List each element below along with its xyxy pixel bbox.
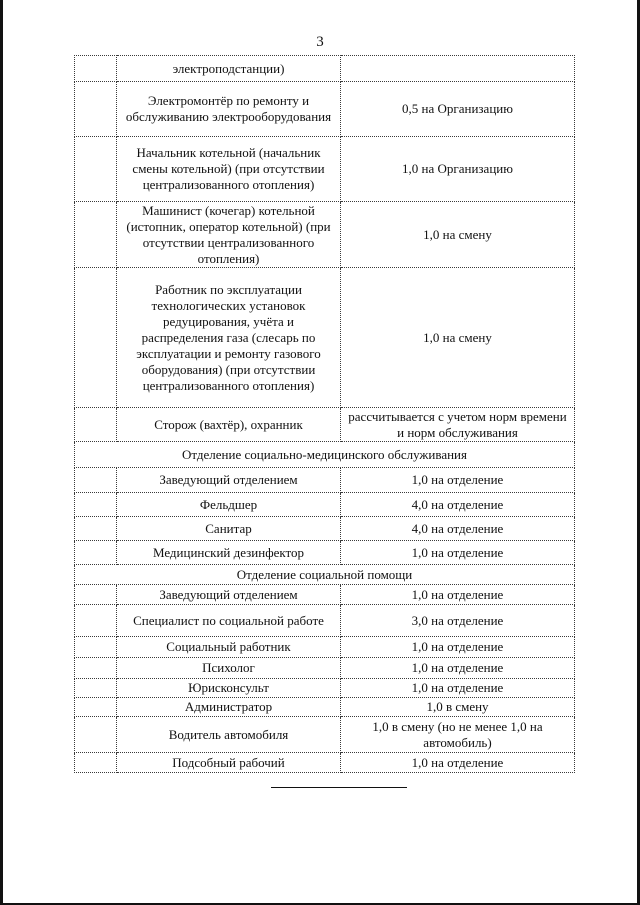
- norm-cell: 1,0 в смену: [341, 698, 575, 717]
- row-number-cell: [75, 541, 117, 565]
- row-number-cell: [75, 698, 117, 717]
- norm-cell: 3,0 на отделение: [341, 605, 575, 637]
- row-number-cell: [75, 202, 117, 268]
- row-number-cell: [75, 468, 117, 493]
- norm-cell: 4,0 на отделение: [341, 493, 575, 517]
- table-row: [75, 637, 575, 658]
- end-of-table-rule: [271, 787, 407, 788]
- table-row: [75, 408, 575, 442]
- norm-cell: рассчитывается с учетом норм времени и норм обслуживания: [341, 408, 575, 442]
- table-row: [75, 541, 575, 565]
- table-body: [75, 56, 575, 773]
- position-cell: электроподстанции): [117, 56, 341, 82]
- position-cell: Машинист (кочегар) котельной (истопник, оператор котельной) (при отсутствии централизованного отопления): [117, 202, 341, 268]
- norm-cell: 1,0 на отделение: [341, 541, 575, 565]
- table-row: [75, 679, 575, 698]
- row-number-cell: [75, 679, 117, 698]
- table-row: [75, 753, 575, 773]
- norm-cell: 1,0 на отделение: [341, 753, 575, 773]
- position-cell: Юрисконсульт: [117, 679, 341, 698]
- position-cell: Заведующий отделением: [117, 468, 341, 493]
- section-row: [75, 442, 575, 468]
- norm-cell: 1,0 на отделение: [341, 679, 575, 698]
- position-cell: Начальник котельной (начальник смены котельной) (при отсутствии централизованного отопления): [117, 137, 341, 202]
- position-cell: Подсобный рабочий: [117, 753, 341, 773]
- position-cell: Медицинский дезинфектор: [117, 541, 341, 565]
- row-number-cell: [75, 408, 117, 442]
- norm-cell: 1,0 на отделение: [341, 658, 575, 679]
- position-cell: Психолог: [117, 658, 341, 679]
- row-number-cell: [75, 493, 117, 517]
- table-row: [75, 493, 575, 517]
- row-number-cell: [75, 585, 117, 605]
- table-row: [75, 658, 575, 679]
- table-row: [75, 605, 575, 637]
- row-number-cell: [75, 268, 117, 408]
- norm-cell: 1,0 на Организацию: [341, 137, 575, 202]
- table-row: [75, 82, 575, 137]
- norm-cell: 0,5 на Организацию: [341, 82, 575, 137]
- table-row: [75, 268, 575, 408]
- staffing-norms-table: [74, 55, 575, 773]
- section-heading: Отделение социальной помощи: [75, 565, 575, 585]
- table-row: [75, 468, 575, 493]
- row-number-cell: [75, 137, 117, 202]
- position-cell: Специалист по социальной работе: [117, 605, 341, 637]
- norm-cell: 4,0 на отделение: [341, 517, 575, 541]
- row-number-cell: [75, 637, 117, 658]
- norm-cell: [341, 56, 575, 82]
- section-row: [75, 565, 575, 585]
- position-cell: Сторож (вахтёр), охранник: [117, 408, 341, 442]
- table-row: [75, 717, 575, 753]
- norm-cell: 1,0 на отделение: [341, 637, 575, 658]
- position-cell: Заведующий отделением: [117, 585, 341, 605]
- table-row: [75, 137, 575, 202]
- norm-cell: 1,0 на отделение: [341, 468, 575, 493]
- table-row: [75, 698, 575, 717]
- table-row: [75, 517, 575, 541]
- norm-cell: 1,0 на смену: [341, 202, 575, 268]
- position-cell: Работник по эксплуатации технологических установок редуцирования, учёта и распределения газа (слесарь по эксплуатации и ремонту газового оборудования) (при отсутствии централизованного отопления): [117, 268, 341, 408]
- position-cell: Администратор: [117, 698, 341, 717]
- norm-cell: 1,0 на отделение: [341, 585, 575, 605]
- position-cell: Социальный работник: [117, 637, 341, 658]
- row-number-cell: [75, 658, 117, 679]
- position-cell: Фельдшер: [117, 493, 341, 517]
- row-number-cell: [75, 56, 117, 82]
- table-row: [75, 56, 575, 82]
- row-number-cell: [75, 753, 117, 773]
- position-cell: Санитар: [117, 517, 341, 541]
- norm-cell: 1,0 на смену: [341, 268, 575, 408]
- position-cell: Водитель автомобиля: [117, 717, 341, 753]
- row-number-cell: [75, 605, 117, 637]
- row-number-cell: [75, 82, 117, 137]
- norm-cell: 1,0 в смену (но не менее 1,0 на автомобиль): [341, 717, 575, 753]
- row-number-cell: [75, 717, 117, 753]
- section-heading: Отделение социально-медицинского обслуживания: [75, 442, 575, 468]
- table-row: [75, 202, 575, 268]
- page-number: 3: [316, 34, 324, 50]
- position-cell: Электромонтёр по ремонту и обслуживанию электрооборудования: [117, 82, 341, 137]
- table-row: [75, 585, 575, 605]
- row-number-cell: [75, 517, 117, 541]
